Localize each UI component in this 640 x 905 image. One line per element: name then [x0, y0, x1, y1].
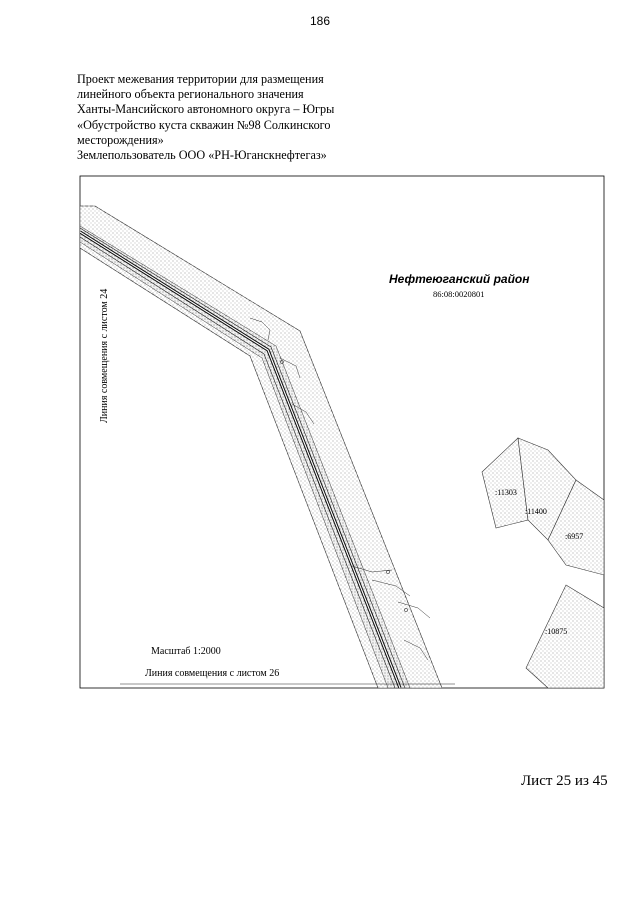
- sheet-label: Лист 25 из 45: [521, 773, 608, 789]
- header-line: Проект межевания территории для размещения: [77, 72, 324, 86]
- header-line: линейного объекта регионального значения: [77, 87, 304, 102]
- corridor-allotment: [80, 206, 442, 688]
- scale-label: Масштаб 1:2000: [151, 646, 221, 657]
- header-line: Землепользователь ООО «РН-Юганскнефтегаз»: [77, 148, 327, 163]
- parcel-label: :6957: [565, 532, 584, 541]
- header-line: месторождения»: [77, 132, 164, 147]
- parcel-label: :11400: [525, 507, 547, 516]
- parcel-label: :10875: [545, 627, 568, 636]
- cadastral-quarter-label: 86:08:0020801: [433, 289, 485, 299]
- district-label: Нефтеюганский район: [389, 272, 530, 286]
- header-line: «Обустройство куста скважин №98 Солкинского: [77, 117, 331, 132]
- header-line: Ханты-Мансийского автономного округа – Югры: [77, 102, 335, 117]
- match-line-left-label: Линия совмещения с листом 24: [99, 288, 110, 423]
- match-line-bottom-label: Линия совмещения с листом 26: [145, 668, 280, 679]
- parcel-label: :11303: [495, 488, 517, 497]
- parcel-10875: [526, 585, 604, 688]
- page-number: 186: [309, 14, 331, 28]
